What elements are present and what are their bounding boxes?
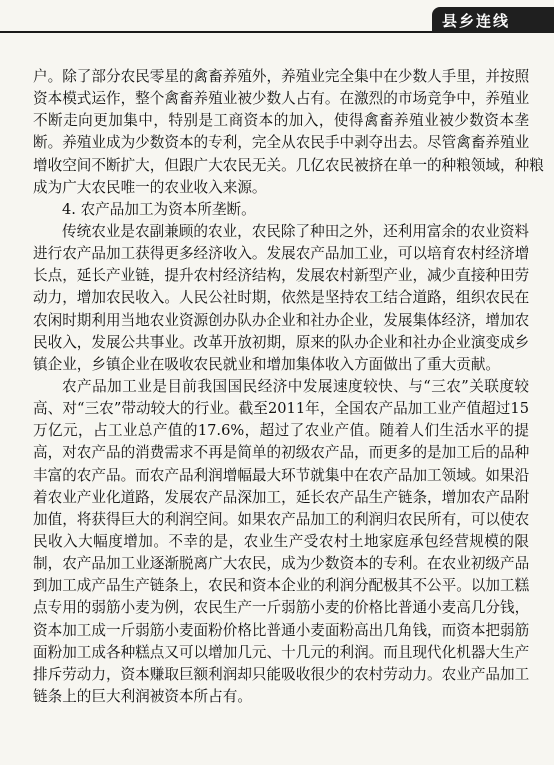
text-line: 丰富的农产品。而农产品利润增幅最大环节就集中在农产品加工领域。如果沿 <box>33 466 530 484</box>
text-line: 农闲时期利用当地农业资源创办队办企业和社办企业，发展集体经济，增加农 <box>33 311 530 329</box>
section-tab <box>432 7 554 33</box>
text-line: 资本模式运作，整个禽畜养殖业被少数人占有。在激烈的市场竞争中，养殖业 <box>33 90 530 108</box>
text-line: 万亿元，占工业总产值的17.6%，超过了农业产值。随着人们生活水平的提 <box>33 422 529 440</box>
text-line: 链条上的巨大利润被资本所占有。 <box>33 687 252 705</box>
subsection-heading: 4. 农产品加工为资本所垄断。 <box>62 200 256 218</box>
text-line: 镇企业，乡镇企业在吸收农民就业和增加集体收入方面做出了重大贡献。 <box>33 355 501 373</box>
text-line: 民收入，发展公共事业。改革开放初期，原来的队办企业和社办企业演变成乡 <box>33 333 530 351</box>
text-line: 高，对农产品的消费需求不再是简单的初级农产品，而更多的是加工后的品种 <box>33 444 530 462</box>
text-line: 长点，延长产业链，提升农村经济结构，发展农村新型产业，减少直接种田劳 <box>33 267 530 285</box>
text-line: 不断走向更加集中，特别是工商资本的加入，使得禽畜养殖业被少数资本垄 <box>33 112 529 130</box>
text-line: 排斥劳动力，资本赚取巨额利润却只能吸收很少的农村劳动力。农业产品加工 <box>33 665 530 683</box>
text-line: 面粉加工成各种糕点又可以增加几元、十几元的利润。而且现代化机器大生产 <box>33 643 530 661</box>
text-line: 成为广大农民唯一的农业收入来源。 <box>33 178 267 196</box>
text-line: 高、对“三农”带动较大的行业。截至2011年，全国农产品加工业产值超过15 <box>33 400 529 418</box>
text-line: 民收入大幅度增加。不幸的是，农业生产受农村土地家庭承包经营规模的限 <box>33 532 529 550</box>
text-line: 资本加工成一斤弱筋小麦面粉价格比普通小麦面粉高出几角钱，而资本把弱筋 <box>33 621 530 639</box>
text-line: 动力，增加农民收入。人民公社时期，依然是坚持农工结合道路，组织农民在 <box>33 289 530 307</box>
section-title: 县乡连线 <box>442 11 511 30</box>
text-line: 户。除了部分农民零星的禽畜养殖外，养殖业完全集中在少数人手里，并按照 <box>33 68 530 85</box>
text-line: 加值，将获得巨大的利润空间。如果农产品加工的利润归农民所有，可以使农 <box>33 510 530 528</box>
text-line: 到加工成产品生产链条上，农民和资本企业的利润分配极其不公平。以加工糕 <box>33 577 530 595</box>
text-line: 传统农业是农副兼顾的农业，农民除了种田之外，还利用富余的农业资料 <box>62 222 530 240</box>
text-line: 增收空间不断扩大，但跟广大农民无关。几亿农民被挤在单一的种粮领域，种粮 <box>33 156 544 174</box>
text-line: 点专用的弱筋小麦为例，农民生产一斤弱筋小麦的价格比普通小麦高几分钱， <box>33 599 530 617</box>
text-line: 着农业产业化道路，发展农产品深加工，延长农产品生产链条，增加农产品附 <box>33 488 530 506</box>
text-line: 断。养殖业成为少数资本的专利，完全从农民手中剥夺出去。尽管禽畜养殖业 <box>33 134 530 152</box>
text-line: 农产品加工业是目前我国国民经济中发展速度较快、与“三农”关联度较 <box>62 377 529 395</box>
text-line: 进行农产品加工获得更多经济收入。发展农产品加工业，可以培育农村经济增 <box>33 245 530 263</box>
text-line: 制，农产品加工业逐渐脱离广大农民，成为少数资本的专利。在农业初级产品 <box>33 555 530 573</box>
body-text <box>33 66 544 708</box>
